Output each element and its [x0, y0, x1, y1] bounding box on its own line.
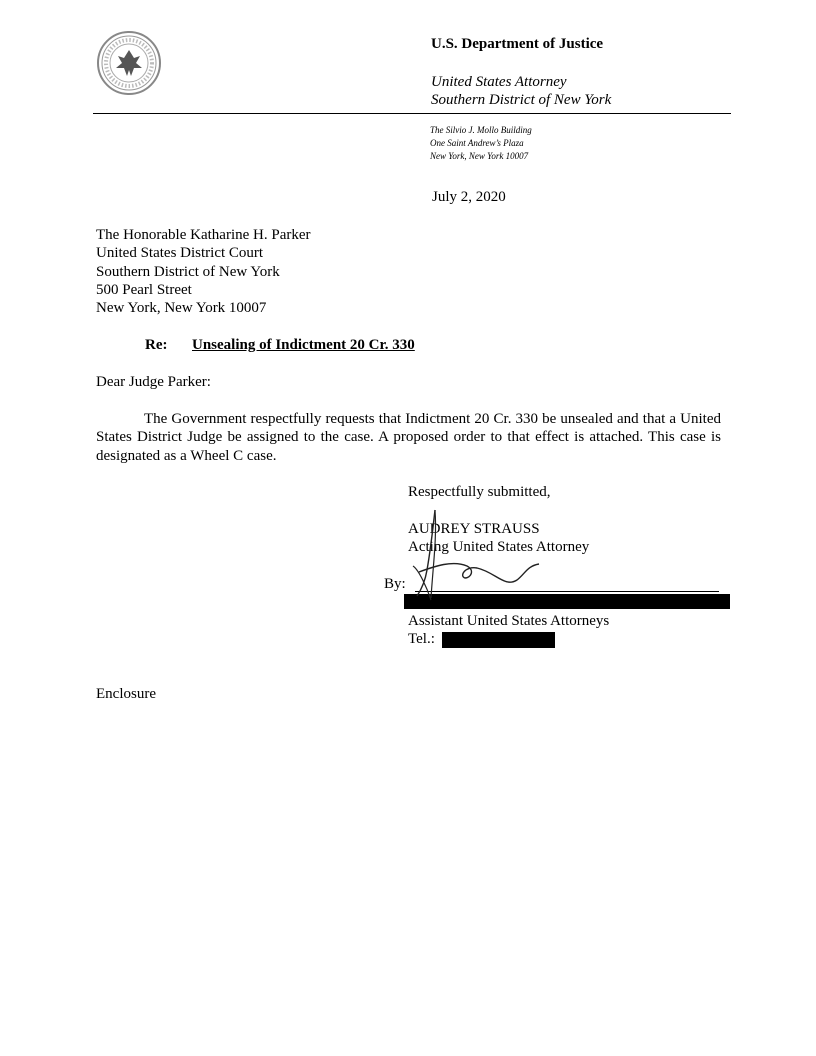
recipient-line: Southern District of New York	[96, 263, 280, 280]
address-line: The Silvio J. Mollo Building	[430, 125, 532, 135]
signer-block	[408, 520, 589, 557]
doj-seal-icon	[94, 30, 164, 96]
re-label: Re:	[145, 337, 168, 353]
recipient-line: 500 Pearl Street	[96, 281, 192, 298]
recipient-line: New York, New York 10007	[96, 300, 267, 317]
closing: Respectfully submitted,	[408, 484, 551, 500]
recipient-line: United States District Court	[96, 245, 264, 262]
letterhead-divider	[93, 113, 731, 114]
by-label: By:	[384, 576, 406, 592]
body-paragraph: The Government respectfully requests that Indictment 20 Cr. 330 be unsealed and that a United States District Judge be assigned to the case. A proposed order to that effect is attached. This case is designated as a Wheel C case.	[96, 411, 721, 464]
enclosure-note: Enclosure	[96, 686, 156, 702]
department-name: U.S. Department of Justice	[431, 36, 604, 52]
signer-name: AUDREY STRAUSS	[408, 521, 540, 537]
salutation: Dear Judge Parker:	[96, 374, 211, 390]
signer-title: Acting United States Attorney	[408, 539, 590, 556]
recipient-address	[96, 226, 311, 317]
tel-label: Tel.:	[408, 631, 435, 647]
signature-line	[415, 591, 719, 592]
address-line: New York, New York 10007	[430, 151, 529, 161]
letter-date: July 2, 2020	[432, 189, 506, 205]
re-subject: Unsealing of Indictment 20 Cr. 330	[192, 337, 415, 353]
address-line: One Saint Andrew’s Plaza	[430, 138, 524, 148]
office-address	[430, 124, 532, 163]
office-line: Southern District of New York	[431, 92, 612, 108]
telephone-redaction	[442, 632, 555, 648]
signer-role: Assistant United States Attorneys	[408, 613, 610, 629]
office-name	[431, 73, 611, 109]
office-line: United States Attorney	[431, 74, 567, 90]
redaction-bar	[404, 594, 730, 609]
recipient-line: The Honorable Katharine H. Parker	[96, 227, 311, 243]
